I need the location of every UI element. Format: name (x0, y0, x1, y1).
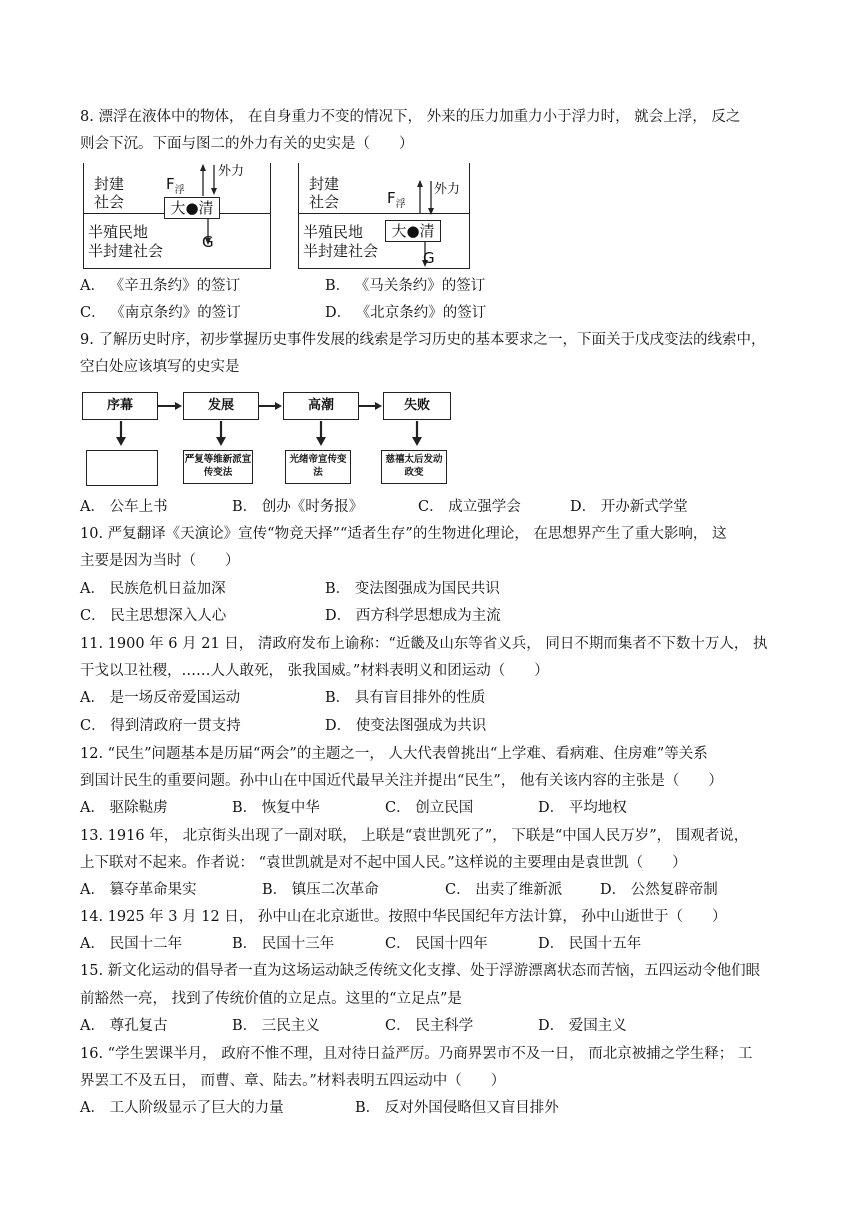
q8-diagram-2 (298, 163, 470, 269)
q8-stem-line2: 则会下沉。下面与图二的外力有关的史实是（ ） (80, 136, 414, 152)
q8-stem-line1: 8. 漂浮在液体中的物体， 在自身重力不变的情况下， 外来的压力加重力小于浮力时， 就会上浮， 反之 (80, 109, 741, 125)
buoyancy-label: $F_浮$ (387, 189, 406, 210)
flow-stage-failure: 失败 (383, 392, 451, 420)
flow-note-climax: 光绪帝宣传变法 (285, 450, 351, 484)
q9-option-a[interactable]: A． 公车上书 (80, 499, 168, 515)
q14-option-a[interactable]: A． 民国十二年 (80, 936, 183, 952)
q10-option-c[interactable]: C． 民主思想深入人心 (80, 608, 227, 624)
q16-stem-line1: 16. “学生罢课半月， 政府不惟不理，且对待日益严厉。乃商界罢市不及一日， 而北京被捕之学生释； 工 (80, 1046, 753, 1062)
qing-box: 大●清 (164, 197, 220, 219)
q9-stem-line1: 9. 了解历史时序，初步掌握历史事件发展的线索是学习历史的基本要求之一，下面关于戊戌变法的线索中， (80, 332, 766, 348)
lower-label-2: 半封建社会 (303, 242, 379, 260)
q9-option-c[interactable]: C． 成立强学会 (418, 499, 521, 515)
q12-option-c[interactable]: C． 创立民国 (385, 800, 474, 816)
q11-stem-line2: 干戈以卫社稷，……人人敢死， 张我国威。”材料表明义和团运动（ ） (80, 663, 549, 679)
flow-arrows (80, 390, 460, 450)
lower-label-1: 半殖民地 (303, 223, 364, 241)
qing-box: 大●清 (385, 220, 441, 242)
q13-option-d[interactable]: D． 公然复辟帝制 (600, 882, 718, 898)
q15-option-d[interactable]: D． 爱国主义 (538, 1018, 627, 1034)
q11-stem-line1: 11. 1900 年 6 月 21 日， 清政府发布上谕称：“近畿及山东等省义兵， 同日不期而集者不下数十万人， 执 (80, 636, 768, 652)
q8-option-a[interactable]: A． 《辛丑条约》的签订 (80, 278, 241, 294)
q14-option-c[interactable]: C． 民国十四年 (385, 936, 488, 952)
flow-blank-box (86, 450, 158, 486)
q11-option-b[interactable]: B． 具有盲目排外的性质 (325, 690, 486, 706)
q11-option-d[interactable]: D． 使变法图强成为共识 (325, 718, 487, 734)
flow-stage-climax: 高潮 (283, 392, 359, 420)
q13-stem-line2: 上下联对不起来。作者说： “袁世凯就是对不起中国人民。”这样说的主要理由是袁世凯（ ） (80, 855, 687, 871)
q12-stem-line2: 到国计民生的重要问题。孙中山在中国近代最早关注并提出“民生”， 他有关该内容的主张是（ ） (80, 773, 723, 789)
gravity-label: G (202, 233, 214, 251)
q16-stem-line2: 界罢工不及五日， 而曹、章、陆去。”材料表明五四运动中（ ） (80, 1073, 506, 1089)
q15-option-c[interactable]: C． 民主科学 (385, 1018, 474, 1034)
q14-option-d[interactable]: D． 民国十五年 (538, 936, 642, 952)
q15-stem-line1: 15. 新文化运动的倡导者一直为这场运动缺乏传统文化支撑、处于浮游漂离状态而苦恼，五四运动令他们眼 (80, 963, 761, 979)
q12-option-a[interactable]: A． 驱除鞑虏 (80, 800, 168, 816)
q16-option-a[interactable]: A． 工人阶级显示了巨大的力量 (80, 1100, 284, 1116)
q13-option-a[interactable]: A． 篡夺革命果实 (80, 882, 197, 898)
q11-option-c[interactable]: C． 得到清政府一贯支持 (80, 718, 241, 734)
q8-diagram-1 (83, 163, 271, 269)
q8-option-c[interactable]: C． 《南京条约》的签订 (80, 305, 241, 321)
upper-label-2: 社会 (94, 193, 125, 211)
q10-option-a[interactable]: A． 民族危机日益加深 (80, 581, 226, 597)
q9-option-b[interactable]: B． 创办《时务报》 (232, 499, 364, 515)
flow-note-development: 严复等维新派宣传变法 (183, 450, 253, 484)
lower-label-1: 半殖民地 (88, 223, 149, 241)
q10-option-d[interactable]: D． 西方科学思想成为主流 (325, 608, 501, 624)
q12-option-b[interactable]: B． 恢复中华 (232, 800, 320, 816)
flow-stage-prelude: 序幕 (82, 392, 158, 420)
q16-option-b[interactable]: B． 反对外国侵略但又盲目排外 (355, 1100, 559, 1116)
q11-option-a[interactable]: A． 是一场反帝爱国运动 (80, 690, 241, 706)
flow-stage-development: 发展 (183, 392, 259, 420)
q13-option-c[interactable]: C． 出卖了维新派 (445, 882, 563, 898)
upper-label: 封建 (94, 175, 125, 193)
q9-stem-line2: 空白处应该填写的史实是 (80, 359, 240, 375)
q12-stem-line1: 12. “民生”问题基本是历届“两会”的主题之一， 人大代表曾挑出“上学难、看病难、住房难”等关系 (80, 746, 708, 762)
q15-option-a[interactable]: A． 尊孔复古 (80, 1018, 168, 1034)
gravity-label: G (423, 249, 435, 267)
q13-option-b[interactable]: B． 镇压二次革命 (262, 882, 379, 898)
flow-note-failure: 慈禧太后发动政变 (381, 450, 447, 484)
external-force-label: 外力 (218, 164, 245, 179)
q15-option-b[interactable]: B． 三民主义 (232, 1018, 320, 1034)
q14-stem-line1: 14. 1925 年 3 月 12 日， 孙中山在北京逝世。按照中华民国纪年方法计算， 孙中山逝世于（ ） (80, 909, 727, 925)
upper-label-2: 社会 (309, 193, 340, 211)
q10-stem-line2: 主要是因为当时（ ） (80, 553, 240, 569)
q10-stem-line1: 10. 严复翻译《天演论》宣传“物竞天择”“适者生存”的生物进化理论， 在思想界产生了重大影响， 这 (80, 526, 727, 542)
q13-stem-line1: 13. 1916 年， 北京街头出现了一副对联， 上联是“袁世凯死了”， 下联是“中国人民万岁”， 围观者说， (80, 828, 749, 844)
lower-label-2: 半封建社会 (88, 242, 164, 260)
upper-label: 封建 (309, 175, 340, 193)
external-force-label: 外力 (434, 182, 461, 197)
q8-option-b[interactable]: B． 《马关条约》的签订 (325, 278, 486, 294)
q9-option-d[interactable]: D． 开办新式学堂 (570, 499, 688, 515)
q10-option-b[interactable]: B． 变法图强成为国民共识 (325, 581, 500, 597)
q8-option-d[interactable]: D． 《北京条约》的签订 (325, 305, 487, 321)
q12-option-d[interactable]: D． 平均地权 (538, 800, 627, 816)
q14-option-b[interactable]: B． 民国十三年 (232, 936, 335, 952)
buoyancy-label: $F_浮$ (166, 175, 185, 196)
q15-stem-line2: 前豁然一亮， 找到了传统价值的立足点。这里的“立足点”是 (80, 991, 462, 1007)
